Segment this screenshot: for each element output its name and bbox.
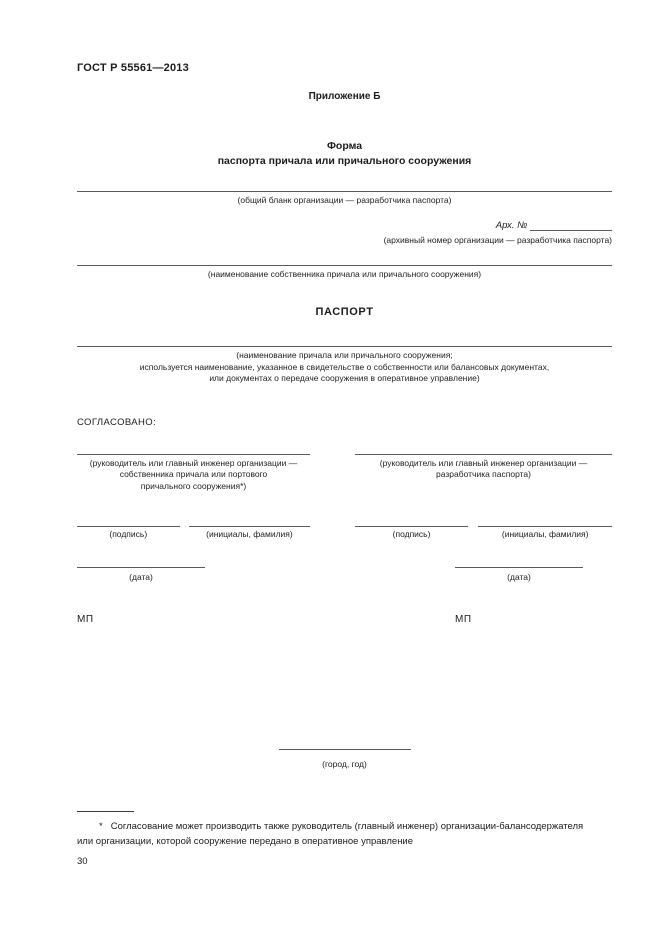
owner-fill-line [77, 265, 612, 266]
date-label: (дата) [507, 571, 531, 582]
footnote-text [77, 819, 612, 849]
org-blank-caption: (общий бланк организации — разработчика паспорта) [237, 195, 452, 205]
passport-name-caption [77, 350, 612, 385]
signer-left-caption-line-3: причального сооружения*) [140, 480, 247, 491]
passport-caption-line-1: (наименование причала или причального сооружения; [236, 350, 453, 360]
org-blank-fill-line [77, 191, 612, 192]
signer-column-right [355, 454, 612, 625]
signature-fill-line [77, 526, 180, 527]
signer-left-fill-line [77, 454, 310, 455]
agreed-label: СОГЛАСОВАНО: [77, 416, 157, 428]
name-label: (инициалы, фамилия) [501, 528, 589, 539]
passport-title: ПАСПОРТ [315, 306, 374, 318]
arch-number-caption: (архивный номер организации — разработчика паспорта) [383, 234, 612, 245]
signer-right-caption-line-1: (руководитель или главный инженер организации — [379, 457, 588, 468]
footnote-text-line-1: Согласование может производить также руководитель (главный инженер) организации-балансодержателя [110, 820, 584, 832]
stamp-mark-left: МП [77, 613, 94, 625]
owner-caption: (наименование собственника причала или причального сооружения) [207, 268, 482, 279]
signer-right-signature-row [355, 526, 612, 527]
date-fill-line [77, 567, 205, 568]
form-title-line-1: Форма [326, 140, 363, 152]
signer-right-caption-line-2: разработчика паспорта) [436, 469, 531, 479]
name-label: (инициалы, фамилия) [206, 528, 293, 539]
city-year-fill-line [279, 749, 411, 750]
signer-right-signature-labels [355, 529, 612, 539]
signer-left-date-block [77, 567, 205, 582]
passport-caption-line-2: используется наименование, указанное в свидетельстве о собственности или балансовых документах, [139, 361, 550, 372]
arch-number-label: Арх. № [495, 219, 528, 231]
city-year-caption: (город, год) [322, 758, 367, 769]
signer-left-signature-labels [77, 529, 310, 539]
name-fill-line [478, 526, 612, 527]
signer-left-caption-line-2: собственника причала или портового [119, 469, 268, 479]
arch-number-row [77, 220, 612, 231]
footnote-rule [77, 811, 134, 812]
appendix-label: Приложение Б [308, 91, 381, 102]
form-title-line-2: паспорта причала или причального сооружения [217, 155, 472, 167]
signature-fill-line [355, 526, 468, 527]
standard-reference: ГОСТ Р 55561—2013 [77, 62, 189, 74]
signer-right-caption [355, 458, 612, 496]
passport-caption-line-3: или документах о передаче сооружения в оперативное управление) [209, 373, 480, 383]
signer-right-date-block [455, 567, 583, 582]
passport-name-fill-line [77, 346, 612, 347]
page-number: 30 [77, 855, 88, 867]
signature-grid [77, 454, 612, 625]
signature-label: (подпись) [109, 528, 148, 539]
stamp-mark-right: МП [455, 613, 472, 625]
signer-left-caption [77, 458, 310, 496]
signer-left-caption-line-1: (руководитель или главный инженер организации — [89, 457, 298, 468]
signer-right-fill-line [355, 454, 612, 455]
form-title [77, 139, 612, 169]
date-label: (дата) [129, 571, 153, 582]
signer-left-signature-row [77, 526, 310, 527]
date-fill-line [455, 567, 583, 568]
name-fill-line [189, 526, 310, 527]
footnote-line-1 [77, 819, 612, 834]
signature-label: (подпись) [392, 528, 431, 539]
signer-column-left [77, 454, 310, 625]
arch-number-fill-line [530, 221, 612, 231]
footnote-marker: * [99, 820, 103, 832]
footnote-block [77, 811, 612, 849]
footnote-text-line-2: или организации, которой сооружение передано в оперативное управление [77, 835, 414, 847]
city-year-block [77, 737, 612, 769]
